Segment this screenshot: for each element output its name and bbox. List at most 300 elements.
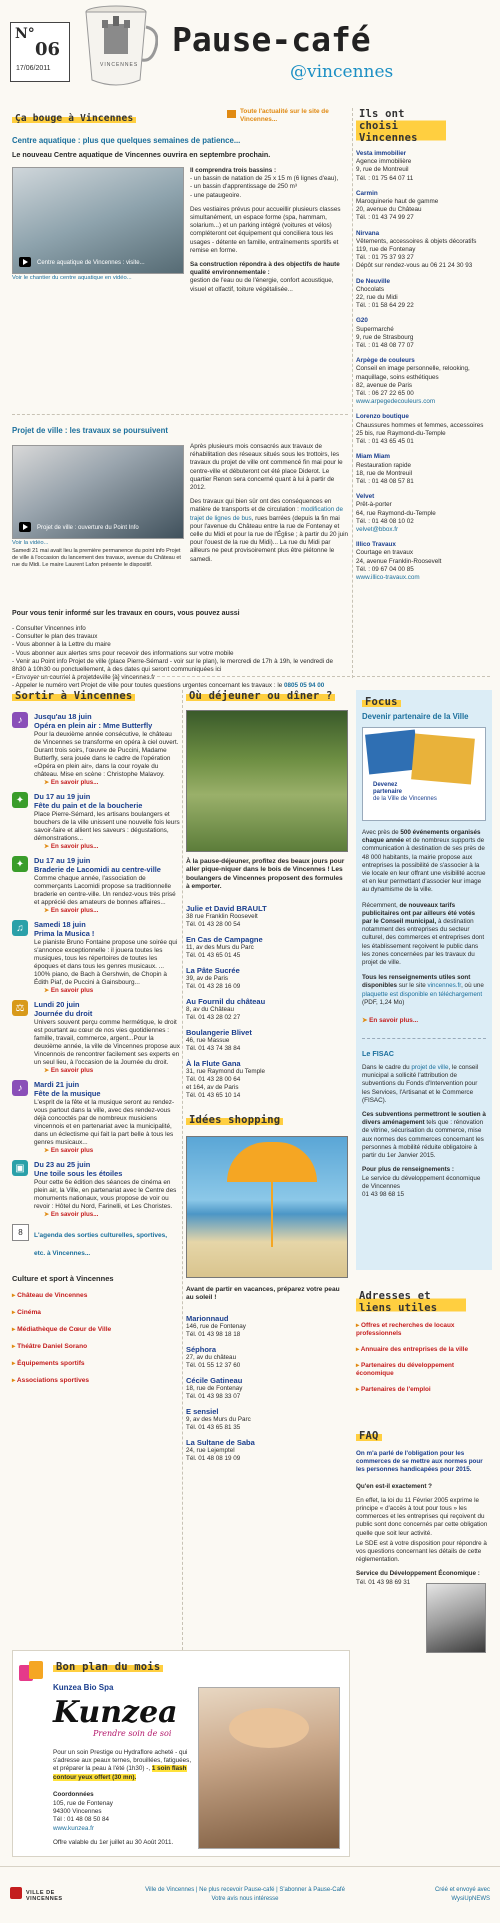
business-item: [356, 190, 490, 223]
restaurant-line: Tél. 01 43 28 00 64: [186, 1075, 241, 1083]
restaurant-name[interactable]: Boulangerie Blivet: [186, 1027, 252, 1037]
brand-handle: @vincennes: [290, 62, 394, 82]
useful-link[interactable]: ▸ Annuaire des entreprises de la ville: [356, 1346, 492, 1354]
arrow-icon: ➤: [44, 843, 51, 850]
business-name: Vesta immobilier: [356, 150, 407, 157]
business-item: [356, 317, 490, 350]
event-item[interactable]: [12, 792, 180, 850]
event-more-link[interactable]: [34, 907, 180, 914]
shop-name[interactable]: Cécile Gatineau: [186, 1376, 243, 1386]
event-more-label: En savoir plus...: [50, 779, 99, 786]
shopping-bags-icon: [19, 1657, 45, 1683]
fisac-p3-title: Pour plus de renseignements :: [362, 1166, 455, 1174]
focus-p2b: de nouveaux tarifs publicitaires ont par ailleurs été votés par le Conseil municipal,: [362, 901, 476, 926]
section-divider: [12, 676, 490, 677]
ils-ont-choisi-title: Ils ont choisi Vincennes: [356, 108, 446, 144]
event-more-link[interactable]: [34, 1147, 180, 1154]
play-icon[interactable]: [19, 522, 31, 532]
footer-links[interactable]: Ville de Vincennes | Ne plus recevoir Pause-café | S'abonner à Pause-Café: [145, 1887, 345, 1893]
restaurant-line: Tél. 01 43 65 01 45: [186, 951, 241, 959]
event-text: Place Pierre-Sémard, les artisans boulangers et bouchers de la ville unissent une nouvelle fois leurs savoir-faire et allient les saveurs : dégustations, démonstrations...: [34, 811, 180, 842]
brochure-title: [373, 782, 437, 803]
picnic-photo: [186, 710, 348, 852]
event-text: Pour cette 6e édition des séances de cinéma en plein air, la Ville, en partenariat avec le Centre des monuments nationaux, vous propose de voir ou revoir : Hôtel du Nord, Farinelli, et Les Choristes.: [34, 1179, 177, 1210]
p2: Des vestiaires prévus pour accueillir plusieurs classes simultanément, un espace forme (spa, hammam, solarium...) et un parking intégré (voitures et vélos) compléteront cet équipement qui conciliera tous les usages - détente en famille, entraînements sportifs et remise en forme.: [190, 205, 341, 254]
coords-line: 94300 Vincennes: [53, 1808, 102, 1816]
partner-brochure[interactable]: [362, 727, 486, 821]
bon-plan-section: [12, 1650, 350, 1857]
business-name: Arpège de couleurs: [356, 357, 415, 365]
events-list: [12, 712, 180, 1218]
arrow-icon: ➤: [44, 987, 51, 994]
event-name[interactable]: Braderie de Lacomidi au centre-ville: [34, 865, 161, 874]
restaurant-item: [186, 997, 346, 1022]
business-item: [356, 413, 490, 446]
business-name: G20: [356, 317, 368, 325]
business-list: [356, 150, 490, 582]
shop-item: [186, 1407, 346, 1432]
travaux-title[interactable]: Projet de ville : les travaux se poursuivent: [12, 426, 168, 435]
restaurant-line: Tél. 01 43 65 10 14: [186, 1091, 241, 1099]
focus-p3b: sur le site: [398, 982, 426, 990]
business-line: 25 bis, rue Raymond-du-Temple: [356, 429, 446, 437]
event-more-label: En savoir plus: [50, 987, 94, 994]
aquatique-title[interactable]: Centre aquatique : plus que quelques semaines de patience...: [12, 136, 241, 145]
business-line: 64, rue Raymond-du-Temple: [356, 509, 436, 517]
agenda-link[interactable]: L'agenda des sorties culturelles, sportives, etc. à Vincennes...: [34, 1232, 168, 1257]
bus-lines-link[interactable]: modification de trajet de lignes de bus: [190, 506, 343, 522]
shop-line: 9, av des Murs du Parc: [186, 1416, 251, 1424]
shop-name[interactable]: Marionnaud: [186, 1314, 229, 1324]
restaurant-line: 38 rue Franklin Roosevelt: [186, 912, 258, 920]
arrow-icon: ➤: [44, 907, 51, 914]
event-item[interactable]: [12, 920, 180, 994]
event-date: Lundi 20 juin: [34, 1000, 80, 1009]
footer: [0, 1866, 500, 1923]
useful-link[interactable]: ▸ Partenaires du développement économique: [356, 1362, 492, 1378]
restaurant-line: Tél. 01 43 28 16 09: [186, 982, 241, 990]
business-line: Tél. : 01 75 64 07 11: [356, 174, 414, 182]
city-logo-text: VILLE DE VINCENNES: [26, 1890, 63, 1902]
brand-title: Pause-café: [172, 20, 371, 59]
kunzea-logo: [53, 1695, 183, 1743]
faq-title: FAQ: [356, 1430, 382, 1442]
beach-photo: [186, 1136, 348, 1278]
shop-address: [186, 1385, 346, 1401]
business-line: 18, rue de Montreuil: [356, 469, 413, 477]
issue-box: [10, 22, 70, 82]
video-caption: Projet de ville : ouverture du Point Info: [37, 525, 139, 531]
shop-name[interactable]: Séphora: [186, 1345, 217, 1355]
business-line: Agence immobilière: [356, 158, 412, 166]
event-icon: ♫: [12, 920, 28, 936]
brochure-line: Devenez: [373, 782, 398, 788]
event-more-label: En savoir plus...: [50, 843, 99, 850]
header: [0, 0, 500, 95]
business-line: Conseil en image personnelle, relooking, maquillage, soins esthétiques: [356, 365, 470, 381]
business-line: Chaussures hommes et femmes, accessoires: [356, 421, 484, 429]
event-more-label: En savoir plus...: [50, 1211, 99, 1218]
culture-link[interactable]: ▸ Médiathèque de Cœur de Ville: [12, 1325, 180, 1333]
focus-more-link[interactable]: ➤ En savoir plus...: [362, 1017, 419, 1025]
business-name: Lorenzo boutique: [356, 413, 409, 421]
shopping-intro: Avant de partir en vacances, préparez votre peau au soleil !: [186, 1285, 340, 1302]
event-more-link[interactable]: [34, 843, 180, 850]
event-icon: ✦: [12, 792, 28, 808]
business-name: Velvet: [356, 493, 375, 501]
business-line: 22, rue du Midi: [356, 294, 398, 302]
culture-link[interactable]: ▸ Équipements sportifs: [12, 1359, 180, 1367]
shop-list: [186, 1314, 346, 1463]
culture-links: [12, 1291, 180, 1384]
logo-text: Kunzea: [53, 1695, 178, 1730]
business-name: Nirvana: [356, 229, 380, 237]
business-line: Tél. : 09 67 04 00 85: [356, 565, 414, 573]
restaurant-line: 39, av de Paris: [186, 974, 229, 982]
all-news-link[interactable]: Toute l'actualité sur le site de Vincennes...: [240, 108, 329, 123]
event-name[interactable]: Une toile sous les étoiles: [34, 1169, 123, 1178]
event-text: Univers souvent perçu comme hermétique, le droit est pourtant au cœur de nos vies quotidiennes : famille, travail, commerce, argent...Pour la deuxième année, la ville de Vincennes propose aux Vincennois de rencontrer facilement ses experts en un seul lieu, à l'occasion de la Journée du droit.: [34, 1019, 180, 1066]
event-more-link[interactable]: [34, 1067, 180, 1074]
business-line: 119, rue de Fontenay: [356, 246, 416, 254]
video-caption: Centre aquatique de Vincennes : visite...: [37, 260, 145, 266]
info-item[interactable]: - Consulter Vincennes info: [12, 625, 86, 632]
dejeuner-title: Où déjeuner ou dîner ?: [186, 690, 335, 702]
info-item[interactable]: - Consulter le plan des travaux: [12, 633, 98, 641]
sortir-section: [12, 690, 180, 1650]
event-name[interactable]: Journée du droit: [34, 1009, 93, 1018]
shop-line: 18, rue de Fontenay: [186, 1385, 243, 1393]
travaux-text: [190, 443, 350, 564]
logo-tagline: Prendre soin de soi: [93, 1729, 172, 1738]
restaurant-name[interactable]: Julie et David BRAULT: [186, 903, 267, 913]
shop-line: 146, rue de Fontenay: [186, 1323, 246, 1331]
shop-line: 27, av du château: [186, 1354, 237, 1362]
p1-item: - une pataugeoire.: [190, 191, 242, 199]
shop-line: 24, rue Lejemptel: [186, 1447, 235, 1455]
play-icon[interactable]: [19, 257, 31, 267]
brochure-download-link[interactable]: plaquette est disponible en téléchargement: [362, 990, 483, 998]
restaurant-line: Tél. 01 43 28 02 27: [186, 1013, 241, 1021]
coords-title: Coordonnées: [53, 1791, 94, 1798]
restaurant-list: [186, 904, 346, 1100]
business-line: 9, rue de Strasbourg: [356, 333, 414, 341]
business-line: Tél. : 01 43 74 99 27: [356, 214, 414, 222]
dejeuner-section: [186, 690, 346, 1469]
event-more-label: En savoir plus: [50, 1067, 94, 1074]
event-name[interactable]: Fête du pain et de la boucherie: [34, 801, 143, 810]
business-line: 24, avenue Franklin-Roosevelt: [356, 557, 442, 565]
sortir-title: Sortir à Vincennes: [12, 690, 135, 702]
p1-title: Il comprendra trois bassins :: [190, 167, 277, 174]
business-line: Dépôt sur rendez-vous au 06 21 24 30 93: [356, 262, 473, 270]
business-name: Carmin: [356, 189, 378, 197]
business-line: Tél. : 01 43 65 45 01: [356, 438, 414, 446]
business-item: [356, 453, 490, 486]
footer-credit: Créé et envoyé avec: [434, 1887, 490, 1893]
fisac-p2b: tels que : rénovation de vitrine, sécurisation du commerce, mise aux normes des commerces concernant les personnes à mobilité réduite obligatoire à partir du 1er Janvier 2015.: [362, 1119, 484, 1160]
restaurant-name[interactable]: En Cas de Campagne: [186, 934, 263, 944]
event-date: Mardi 21 juin: [34, 1080, 80, 1089]
coords-line: Tél : 01 48 08 50 84: [53, 1816, 110, 1824]
focus-more-label: En savoir plus...: [369, 1017, 419, 1025]
event-icon: ✦: [12, 856, 28, 872]
restaurant-name[interactable]: La Pâte Sucrée: [186, 965, 240, 975]
info-list: [12, 625, 348, 691]
restaurant-name[interactable]: À la Flute Gana: [186, 1058, 241, 1068]
issue-date: 17/06/2011: [16, 65, 51, 72]
culture-link[interactable]: ▸ Cinéma: [12, 1308, 180, 1316]
shop-line: Tél. 01 43 65 81 35: [186, 1424, 241, 1432]
brochure-line: partenaire: [373, 789, 403, 795]
coords-line: 105, rue de Fontenay: [53, 1800, 113, 1807]
focus-p3d: (PDF, 1,24 Mo): [362, 998, 405, 1006]
ca-bouge-title: Ça bouge à Vincennes: [12, 113, 136, 124]
travaux-video[interactable]: [12, 445, 184, 539]
restaurant-address: [186, 975, 346, 991]
shopping-title: Idées shopping: [186, 1114, 283, 1126]
coffee-cup-logo: [80, 2, 158, 92]
info-item: - Appeler le numéro vert Projet de ville pour toutes questions urgentes concernant les travaux : le: [12, 682, 283, 690]
event-icon: ▣: [12, 1160, 28, 1176]
bon-plan-title: Bon plan du mois: [53, 1661, 163, 1673]
restaurant-line: Tél. 01 43 28 00 54: [186, 920, 241, 928]
business-line: Tél. : 01 48 08 10 02: [356, 517, 414, 525]
business-line: Supermarché: [356, 325, 394, 333]
focus-section: [356, 690, 492, 1270]
restaurant-address: [186, 1037, 346, 1053]
adresses-section: [356, 1290, 492, 1420]
business-item: [356, 541, 490, 582]
shop-line: Tél. 01 55 12 37 60: [186, 1362, 241, 1370]
fisac-title: Le FISAC: [362, 1049, 394, 1059]
issue-label: N°: [15, 26, 35, 42]
restaurant-line: 46, rue Massue: [186, 1036, 230, 1044]
culture-link[interactable]: ▸ Château de Vincennes: [12, 1291, 180, 1299]
shop-line: Tél. 01 48 08 19 09: [186, 1455, 241, 1463]
focus-p1b: 500 événements organisés chaque année: [362, 829, 481, 845]
restaurant-address: [186, 944, 346, 960]
shop-address: [186, 1323, 346, 1339]
useful-link[interactable]: ▸ Offres et recherches de locaux professionnels: [356, 1322, 492, 1338]
event-date: Samedi 18 juin: [34, 920, 86, 929]
restaurant-name[interactable]: Au Fournil du château: [186, 996, 266, 1006]
shop-name[interactable]: E sensiel: [186, 1407, 219, 1417]
faq-answer-2: Le SDE est à votre disposition pour répondre à vos questions concernant les détails de cette réglementation.: [356, 1539, 487, 1564]
bon-plan-offer: 1 soin flash contour yeux offert (30 mn).: [53, 1765, 187, 1781]
kunzea-site-link[interactable]: www.kunzea.fr: [53, 1824, 94, 1832]
focus-p1c: et de nombreux supports de communication à destination de ses près de 48 000 habitants, la mairie propose aux entreprises la possibilité de s'associer à la vie locale en leur offrant une visibilité accrue et en leur permettant d'associer leur image au dynamisme de la ville.: [362, 837, 486, 894]
dejeuner-intro: À la pause-déjeuner, profitez des beaux jours pour aller pique-niquer dans le bois de Vincennes ! Les boulangers de Vincennes proposent des formules à emporter.: [186, 858, 345, 891]
business-link[interactable]: velvet@bbox.fr: [356, 525, 399, 533]
useful-link[interactable]: ▸ Partenaires de l'emploi: [356, 1386, 492, 1394]
travaux-p2b: , rues barrées (depuis la fin mai pour l'avenue du Château entre la rue de Fontenay et celle du Midi et pour la rue de l'Église ; à partir du 20 juin pour l'ouest de la rue du Midi)... La rue du Midi par ailleurs ne peut provisoirement plus être piétonne le samedi.: [190, 514, 349, 563]
calendar-icon: [12, 1224, 29, 1241]
aquatique-video-link[interactable]: Voir le chantier du centre aquatique en vidéo...: [12, 275, 132, 281]
footer-credit-brand[interactable]: WysiUpNEWS: [451, 1896, 490, 1902]
info-item[interactable]: - Envoyer un courriel à projetdeville [à] vincennes.fr: [12, 674, 156, 682]
adresses-title: Adresses et liens utiles: [356, 1290, 466, 1314]
travaux-p2a: Des travaux qui bien sûr ont des conséquences en matière de transports et de circulation :: [190, 498, 332, 514]
fisac-p1a: Dans le cadre du: [362, 1064, 410, 1072]
projet-ville-link[interactable]: projet de ville: [411, 1064, 449, 1072]
issue-number: 06: [35, 39, 61, 60]
p3-title: Sa construction répondra à des objectifs de haute qualité environnementale :: [190, 261, 340, 277]
event-text: Le pianiste Bruno Fontaine propose une soirée qui s'annonce exceptionnelle : il jouera toutes les musiques, tous les répertoires de toutes les époques et dans tous les genres musicaux. ... 100% piano, de Bach à Gershwin, de Chopin à Édith Piaf, de Puccini à Gainsbourg...: [34, 939, 178, 986]
info-item[interactable]: - Vous abonner aux alertes sms pour recevoir des informations sur votre mobile: [12, 649, 234, 657]
crown-icon: [10, 1887, 22, 1899]
focus-title: Focus: [362, 696, 401, 708]
shop-item: [186, 1438, 346, 1463]
shop-name[interactable]: La Sultane de Saba: [186, 1438, 255, 1448]
event-more-link[interactable]: [34, 1211, 180, 1218]
calendar-day: 8: [18, 1228, 23, 1237]
business-link[interactable]: www.illico-travaux.com: [356, 573, 420, 581]
business-name: Miam Miam: [356, 453, 390, 461]
restaurant-item: [186, 966, 346, 991]
event-item[interactable]: [12, 1080, 180, 1154]
shop-item: [186, 1345, 346, 1370]
focus-p2c: à destination notamment des entreprises du secteur culturel, des commerces et entreprises dont les établissement reçoivent le public dans les zones concernées par les travaux du projet de ville.: [362, 918, 485, 967]
business-line: Tél. : 01 58 64 29 22: [356, 302, 414, 310]
faq-question: On m'a parlé de l'obligation pour les commerces de se mettre aux normes pour les personnes handicapées pour 2015.: [356, 1450, 483, 1474]
arrow-icon: ➤: [44, 1147, 51, 1154]
focus-p2a: Récemment,: [362, 901, 398, 909]
business-item: [356, 493, 490, 534]
phone-number[interactable]: 0805 05 94 00: [283, 682, 325, 690]
footer-feedback-link[interactable]: Votre avis nous intéresse: [211, 1896, 279, 1902]
p1-item: - un bassin de natation de 25 x 15 m (6 lignes d'eau),: [190, 175, 339, 183]
event-more-link[interactable]: [34, 987, 180, 994]
business-line: Restauration rapide: [356, 461, 411, 469]
p3: gestion de l'eau ou de l'énergie, confort acoustique, visuel et olfactif, toiture végétalisée...: [190, 277, 334, 293]
travaux-p1: Après plusieurs mois consacrés aux travaux de réhabilitation des réseaux situés sous les trottoirs, les travaux du projet de ville ont commencé fin mai pour le centre-ville et débuteront cet été place Diderot. Le quartier Renon sera concerné quant à lui à partir de 2012.: [190, 443, 343, 492]
faq-section: [356, 1430, 490, 1790]
event-date: Du 23 au 25 juin: [34, 1160, 91, 1169]
column-divider: [182, 690, 183, 1650]
column-divider: [352, 108, 353, 678]
event-text: L'esprit de la fête et la musique seront au rendez-vous partout dans la ville, avec des rendez-vous déjà concoctés par de nombreux musiciens vincennois et en partenariat avec la municipalité, dans un éclectisme qui fait la part belle à tous les genres musicaux...: [34, 1099, 175, 1146]
info-item[interactable]: - Venir au Point info Projet de ville (place Pierre-Sémard - voir sur le plan), le mercredi de 17h à 19h, le vendredi de 8h30 à 10h30 ou ponctuellement, à des dates qui seront communiquées ici: [12, 657, 333, 674]
faq-phone[interactable]: Tél. 01 43 98 69 31: [356, 1578, 411, 1586]
business-line: Courtage en travaux: [356, 549, 414, 557]
business-line: 82, avenue de Paris: [356, 381, 413, 389]
event-name[interactable]: Opéra en plein air : Mme Butterfly: [34, 721, 153, 730]
restaurant-address: [186, 1068, 346, 1100]
event-item[interactable]: [12, 856, 180, 914]
useful-links: [356, 1322, 492, 1394]
spa-photo: [198, 1687, 340, 1849]
business-line: Chocolats: [356, 285, 385, 293]
news-icon: [227, 110, 236, 118]
event-text: Comme chaque année, l'association de commerçants Lacomidi propose sa traditionnelle braderie en centre-ville. Un rendez-vous très prisé et apprécié des amateurs de bonnes affaires...: [34, 875, 176, 906]
faq-service: Service du Développement Économique :: [356, 1570, 480, 1578]
cup-text: VINCENNES: [100, 62, 139, 68]
shop-item: [186, 1376, 346, 1401]
business-item: [356, 278, 490, 311]
event-item[interactable]: [12, 712, 180, 786]
faq-answer: En effet, la loi du 11 Février 2005 exprime le principe « d'accès à tout pour tous » les commerces et les entreprises qui reçoivent du public sont donc concernés par cette obligation quelle que soit leur activité.: [356, 1496, 488, 1537]
ca-bouge-section: [12, 108, 349, 690]
aquatique-video[interactable]: [12, 167, 184, 274]
shop-address: [186, 1447, 346, 1463]
shop-address: [186, 1416, 346, 1432]
shop-line: Tél. 01 43 98 33 07: [186, 1393, 241, 1401]
event-item[interactable]: [12, 1160, 180, 1218]
restaurant-line: 11, av des Murs du Parc: [186, 943, 254, 951]
city-logo: [10, 1887, 90, 1903]
event-more-label: En savoir plus...: [50, 907, 99, 914]
event-date: Du 17 au 19 juin: [34, 856, 91, 865]
vincennes-link[interactable]: vincennes.fr: [427, 982, 462, 990]
arrow-icon: ➤: [44, 779, 51, 786]
business-line: Vêtements, accessoires & objets décoratifs: [356, 237, 477, 245]
focus-p3a: Tous les renseignements utiles sont disponibles: [362, 974, 471, 990]
culture-link[interactable]: ▸ Théâtre Daniel Sorano: [12, 1342, 180, 1350]
focus-subtitle[interactable]: Devenir partenaire de la Ville: [362, 712, 469, 721]
business-line: Tél. : 01 75 37 93 27: [356, 254, 414, 262]
arrow-icon: ➤: [44, 1211, 51, 1218]
event-more-label: En savoir plus: [50, 1147, 94, 1154]
event-icon: ♪: [12, 1080, 28, 1096]
bon-plan-name[interactable]: Kunzea Bio Spa: [53, 1683, 114, 1692]
umbrella-icon: [227, 1142, 317, 1182]
faq-question-2: Qu'en est-il exactement ?: [356, 1482, 433, 1490]
business-line: Tél. : 01 48 08 77 07: [356, 342, 414, 350]
event-name[interactable]: Prima la Musica !: [34, 929, 95, 938]
business-line: Prêt-à-porter: [356, 501, 392, 509]
restaurant-item: [186, 935, 346, 960]
restaurant-line: et 164, av de Paris: [186, 1083, 239, 1091]
business-line: Maroquinerie haut de gamme: [356, 198, 439, 206]
business-line: Tél. : 01 48 08 57 81: [356, 477, 414, 485]
event-icon: ⚖: [12, 1000, 28, 1016]
event-item[interactable]: [12, 1000, 180, 1074]
event-icon: ♪: [12, 712, 28, 728]
travaux-video-link[interactable]: Voir la vidéo...: [12, 540, 49, 546]
business-line: 20, avenue du Château: [356, 206, 422, 214]
business-line: 9, rue de Montreuil: [356, 166, 409, 174]
business-line: Tél. : 06 27 22 65 00: [356, 390, 414, 398]
culture-title: Culture et sport à Vincennes: [12, 1274, 114, 1283]
restaurant-item: [186, 904, 346, 929]
bon-plan-text: Pour un soin Prestige ou Hydraflore acheté - qui s'adresse aux peaux ternes, brouillées, fatiguées, et préparer la peau à l'été (1h30) -,: [53, 1749, 192, 1773]
restaurant-line: 8, av du Château: [186, 1005, 234, 1013]
accessibility-photo: [426, 1583, 486, 1653]
brochure-line: de la Ville de Vincennes: [373, 796, 437, 802]
fisac-p1b: , le conseil municipal a sollicité l'attribution de subventions du Fonds d'Intervention pour les Services, l'Artisanat et le Commerce (FISAC).: [362, 1064, 479, 1104]
event-date: Du 17 au 19 juin: [34, 792, 91, 801]
bon-plan-validity: Offre valable du 1er juillet au 30 Août 2011.: [53, 1839, 174, 1846]
travaux-video-note: Samedi 21 mai avait lieu la première permanence du point info Projet de ville à l'occasion du lancement des travaux, avenue du Château et rue du Midi. Le maire Laurent Lafon présente le dispositif.: [12, 548, 181, 568]
aquatique-lead: Le nouveau Centre aquatique de Vincennes ouvrira en septembre prochain.: [12, 150, 271, 159]
focus-p1a: Avec près de: [362, 829, 399, 836]
event-more-link[interactable]: [34, 779, 180, 786]
info-title: Pour vous tenir informé sur les travaux en cours, vous pouvez aussi: [12, 610, 240, 617]
business-name: Illico Travaux: [356, 541, 396, 549]
restaurant-address: [186, 913, 346, 929]
fisac-p2a: Ces subventions permettront le soutien à divers aménagement: [362, 1111, 486, 1127]
culture-link[interactable]: ▸ Associations sportives: [12, 1376, 180, 1384]
business-item: [356, 357, 490, 406]
p1-item: - un bassin d'apprentissage de 250 m³: [190, 183, 297, 191]
info-item[interactable]: - Vous abonner à la Lettre du maire: [12, 641, 111, 649]
fisac-p3: Le service du développement économique de Vincennes: [362, 1174, 481, 1190]
event-date: Jusqu'au 18 juin: [34, 712, 92, 721]
business-link[interactable]: www.arpegedecouleurs.com: [356, 398, 436, 406]
fisac-phone[interactable]: 01 43 98 68 15: [362, 1190, 405, 1198]
event-name[interactable]: Fête de la musique: [34, 1089, 101, 1098]
